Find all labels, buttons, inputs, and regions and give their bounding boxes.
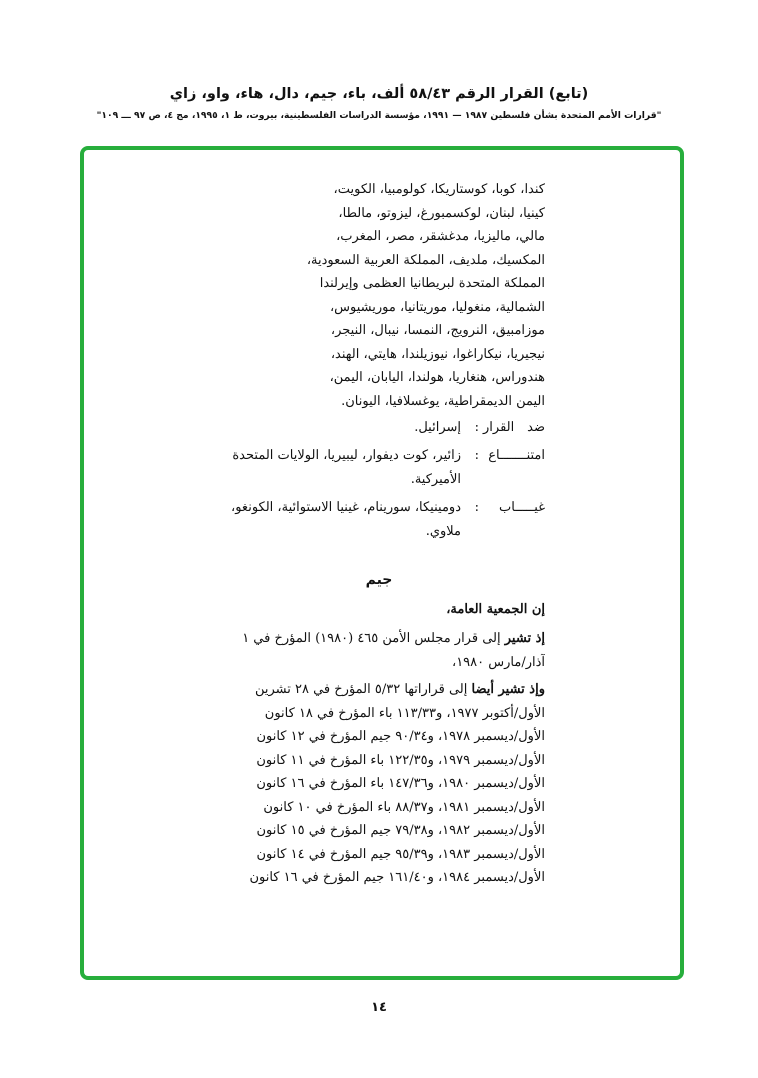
vote-against-value [210, 416, 461, 440]
countries-line: مالي، ماليزيا، مدغشقر، مصر، المغرب، [336, 229, 545, 244]
countries-line: موزامبيق، النرويج، النمسا، نيبال، النيجر، [330, 323, 545, 338]
vote-against-line: إسرائيل. [414, 420, 461, 435]
recalling-also-line: الأول/ديسمبر ١٩٧٨، و٩٠/٣٤ جيم المؤرخ في ١٢ كانون [256, 729, 545, 744]
countries-line: المكسيك، ملديف، المملكة العربية السعودية، [306, 252, 545, 268]
vote-absent-value [210, 496, 461, 543]
countries-line: نيجيريا، نيكاراغوا، نيوزيلندا، هايتي، الهند، [330, 346, 545, 362]
recalling-also-paragraph [210, 678, 545, 890]
vote-abstain-colon: : [474, 448, 479, 463]
countries-line: هندوراس، هنغاريا، هولندا، اليابان، اليمن، [329, 370, 545, 385]
recalling-also-line: الأول/ديسمبر ١٩٨١، و٨٨/٣٧ باء المؤرخ في ١٠ كانون [263, 799, 545, 815]
recalling-also-line: الأول/أكتوبر ١٩٧٧، و١١٣/٣٣ باء المؤرخ في ١٨ كانون [264, 705, 545, 721]
recalling-also-line [210, 678, 545, 702]
countries-list [210, 178, 545, 413]
vote-abstain-label: امتنـــــــاع [488, 448, 545, 463]
recalling-line: آذار/مارس ١٩٨٠، [451, 654, 545, 670]
page-title: (تابع) القرار الرقم ٥٨/٤٣ ألف، باء، جيم، دال، هاء، واو، زاي [169, 86, 589, 102]
countries-line: الشمالية، منغوليا، موريتانيا، موريشيوس، [329, 299, 545, 315]
vote-abstain-line: زائير، كوت ديفوار، ليبيريا، الولايات المتحدة [232, 448, 461, 463]
countries-line: كينيا، لبنان، لوكسمبورغ، ليزوتو، مالطا، [338, 205, 545, 221]
section-heading: جيم [365, 572, 393, 588]
recalling-lead: إذ تشير [504, 631, 545, 646]
vote-abstain-line: الأميركية. [410, 471, 461, 487]
recalling-paragraph [210, 627, 545, 674]
vote-against-row [210, 416, 545, 440]
recalling-also-line: الأول/ديسمبر ١٩٨٠، و١٤٧/٣٦ باء المؤرخ في ١٦ كانون [256, 776, 545, 791]
vote-abstain-value [210, 444, 461, 491]
vote-against-colon: : [474, 420, 479, 435]
countries-line: اليمن الديمقراطية، يوغسلافيا، اليونان. [341, 393, 545, 409]
recalling-line [210, 627, 545, 651]
vote-absent-line: دومينيكا، سورينام، غينيا الاستوائية، الكونغو، [231, 500, 461, 515]
vote-absent-label: غيـــــاب [499, 500, 545, 515]
recalling-rest: إلى قرار مجلس الأمن ٤٦٥ (١٩٨٠) المؤرخ في ١ [242, 631, 505, 646]
source-citation: "قرارات الأمم المتحدة بشأن فلسطين ١٩٨٧ — ١٩٩١، مؤسسة الدراسات الفلسطينية، بيروت، ط ١، ١٩٩٥، مج ٤، ص ٩٧ ـــ ١٠٩" [96, 110, 662, 121]
vote-abstain-row [210, 444, 545, 492]
recalling-also-line: الأول/ديسمبر ١٩٨٤، و١٦١/٤٠ جيم المؤرخ في ١٦ كانون [249, 870, 545, 885]
vote-absent-colon: : [474, 500, 479, 515]
recalling-also-rest: إلى قراراتها ٥/٣٢ المؤرخ في ٢٨ تشرين [254, 682, 472, 697]
vote-absent-line: ملاوي. [425, 523, 461, 539]
recalling-also-line: الأول/ديسمبر ١٩٨٢، و٧٩/٣٨ جيم المؤرخ في ١٥ كانون [256, 823, 545, 838]
recalling-also-lead: وإذ تشير أيضا [471, 682, 545, 697]
countries-line: كندا، كوبا، كوستاريكا، كولومبيا، الكويت، [333, 182, 545, 197]
recalling-also-line: الأول/ديسمبر ١٩٧٩، و١٢٢/٣٥ باء المؤرخ في ١١ كانون [256, 752, 545, 768]
vote-against-label: ضد القرار [483, 420, 545, 435]
page-number: ١٤ [371, 1000, 387, 1015]
recalling-also-line: الأول/ديسمبر ١٩٨٣، و٩٥/٣٩ جيم المؤرخ في ١٤ كانون [256, 846, 545, 862]
countries-line: المملكة المتحدة لبريطانيا العظمى وإيرلندا [319, 276, 545, 291]
assembly-line: إن الجمعية العامة، [446, 602, 545, 617]
vote-absent-row [210, 496, 545, 544]
